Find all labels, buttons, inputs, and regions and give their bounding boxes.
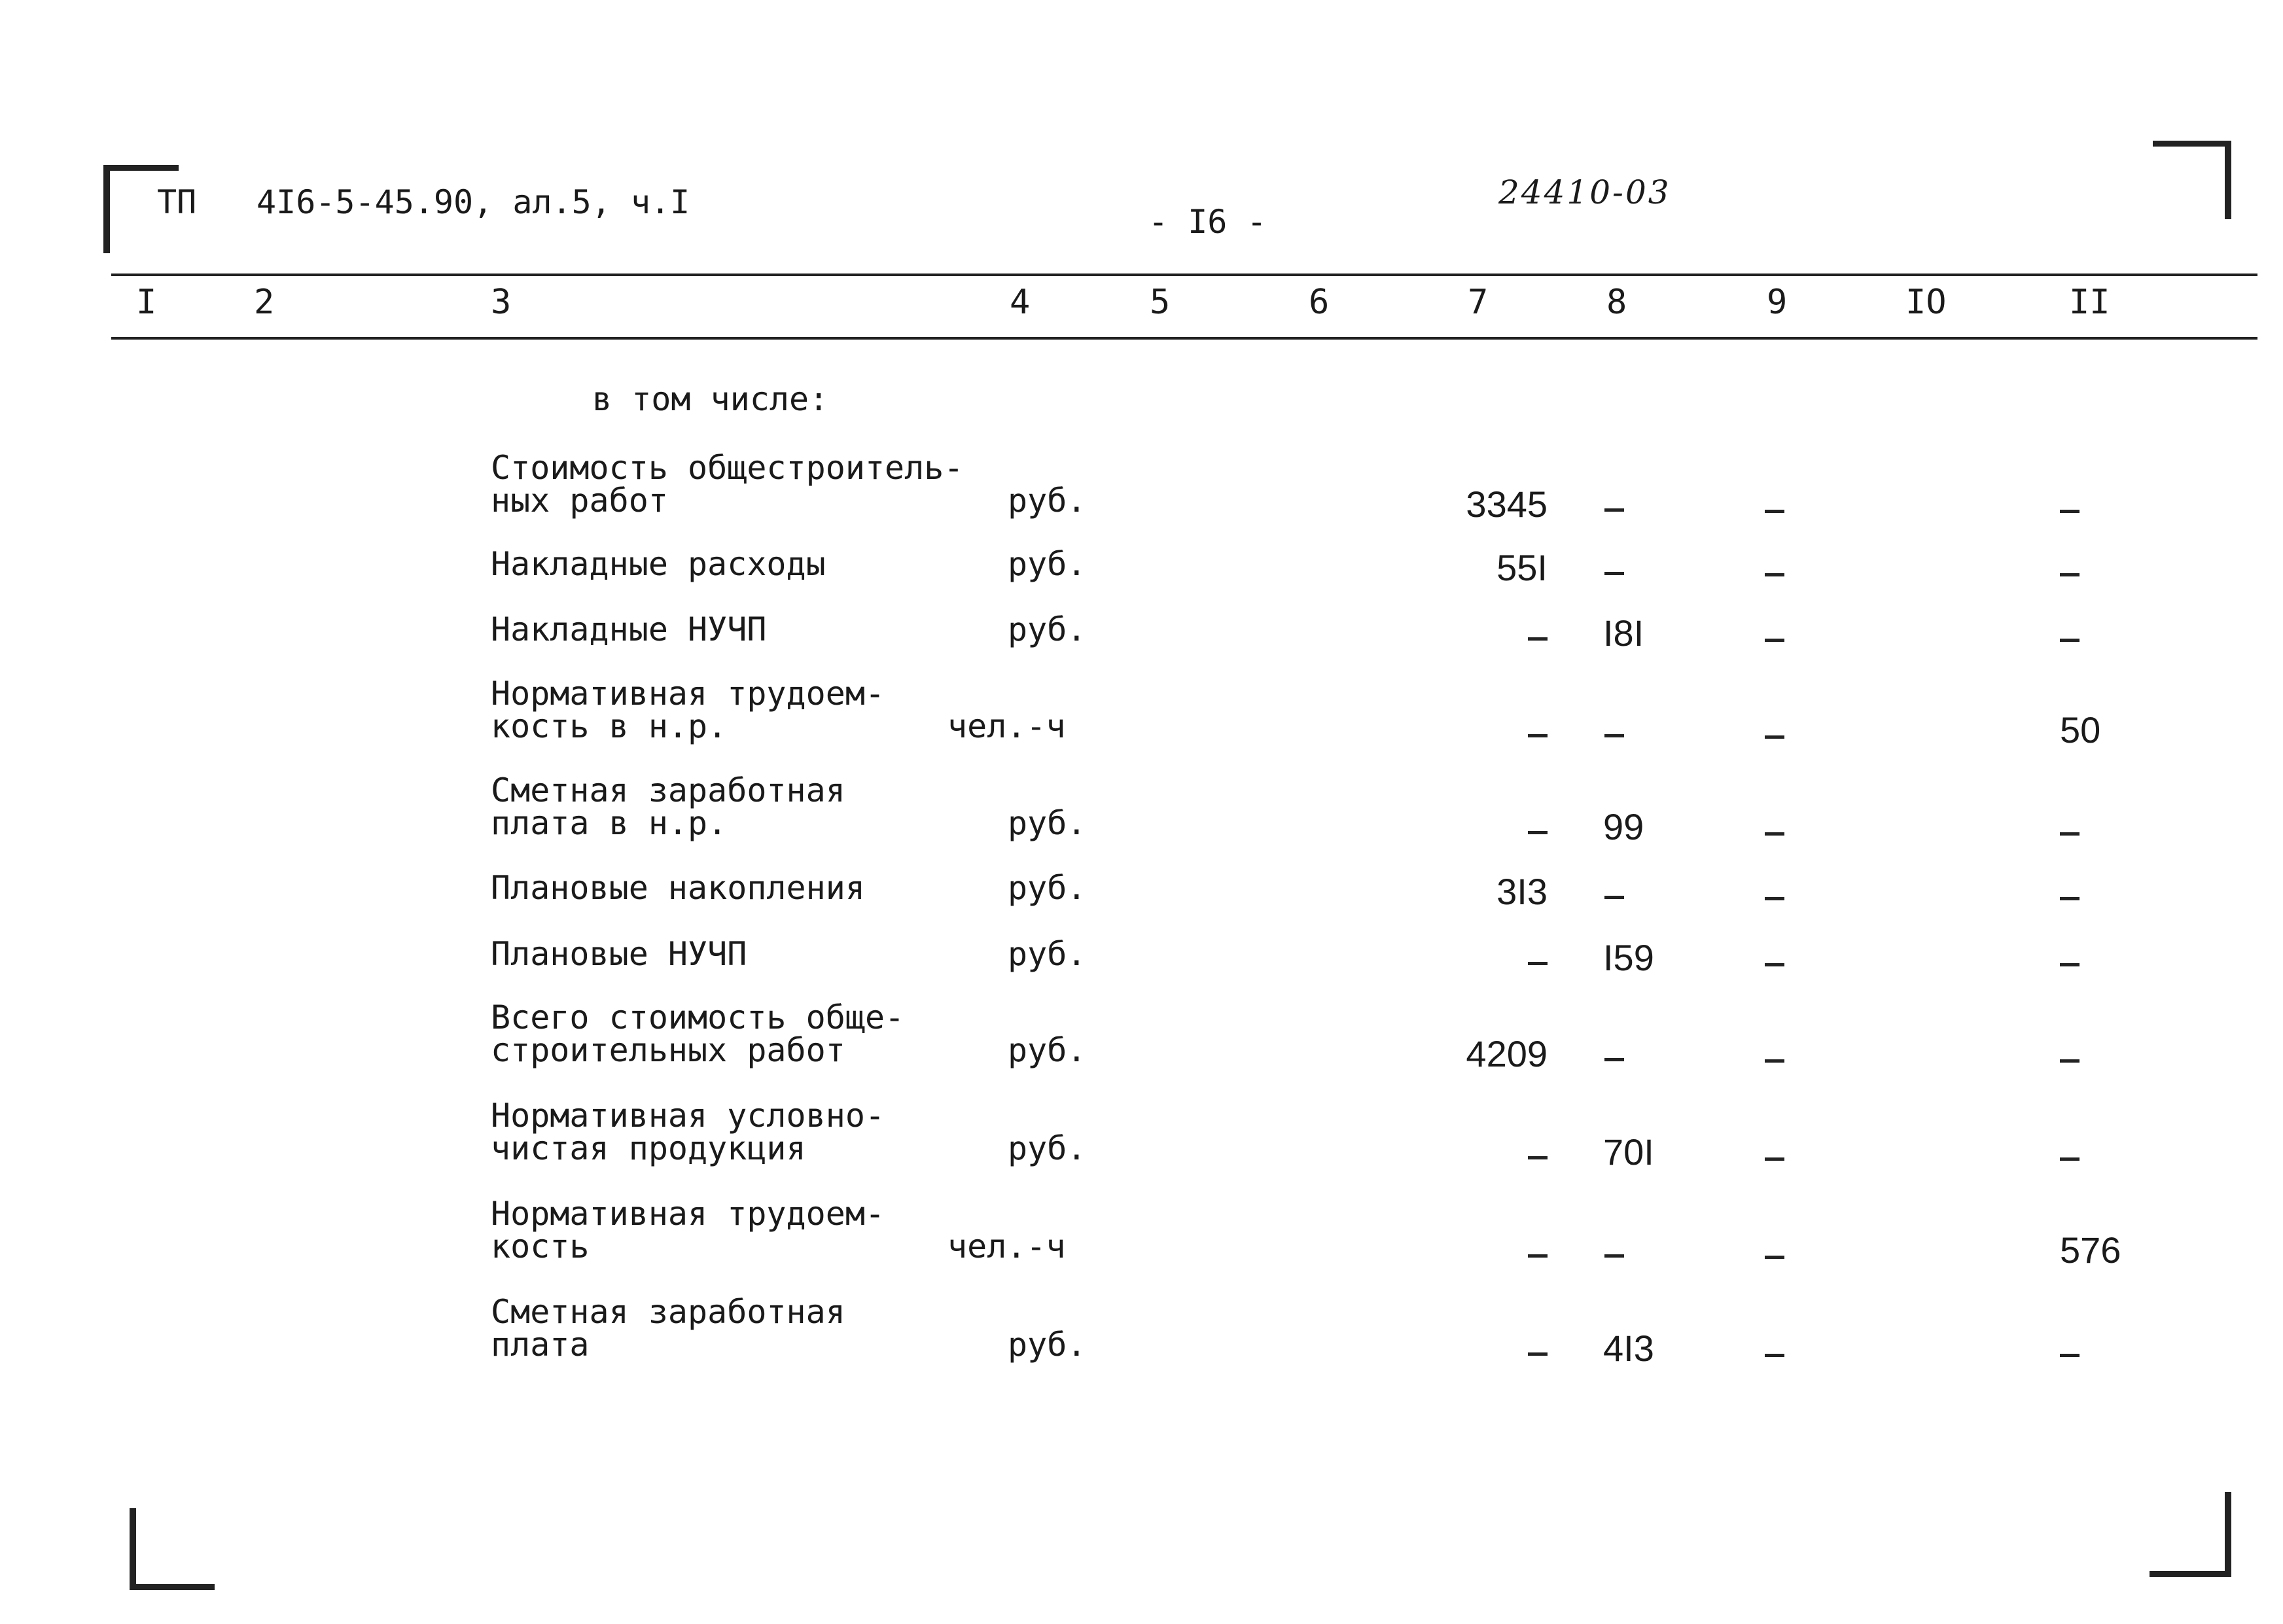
row-label-line: Нормативная трудоем- <box>491 675 885 713</box>
cell-dash-c11 <box>2060 1157 2079 1161</box>
column-number-7: 7 <box>1468 283 1489 322</box>
cell-dash-c9 <box>1765 1157 1784 1161</box>
cell-dash-c11 <box>2060 639 2079 642</box>
cell-value-c8: I59 <box>1603 937 1654 978</box>
cell-dash-c9 <box>1765 1256 1784 1259</box>
row-label-line: Всего стоимость обще- <box>491 998 905 1036</box>
cell-dash-c11 <box>2060 1354 2079 1357</box>
cell-value-c8: 70I <box>1603 1131 1654 1173</box>
row-unit: руб. <box>1008 545 1087 583</box>
cell-dash-c9 <box>1765 832 1784 836</box>
column-number-9: 9 <box>1767 283 1788 322</box>
row-label-line: Стоимость общестроитель- <box>491 449 964 487</box>
cell-dash-c11 <box>2060 510 2079 513</box>
row-label-line: Сметная заработная <box>491 771 845 809</box>
row-label-line: Нормативная трудоем- <box>491 1195 885 1233</box>
column-number-8: 8 <box>1606 283 1627 322</box>
corner-mark-bottom-left <box>130 1505 221 1590</box>
column-number-11: II <box>2069 283 2110 322</box>
cell-dash-c11 <box>2060 897 2079 900</box>
cell-dash-c9 <box>1765 897 1784 900</box>
column-number-5: 5 <box>1150 283 1171 322</box>
cell-dash-c8 <box>1604 1254 1624 1258</box>
row-label-line: ных работ <box>491 482 668 520</box>
row-unit: руб. <box>1008 610 1087 648</box>
row-unit: руб. <box>1008 1326 1087 1364</box>
row-label-line: плата в н.р. <box>491 804 728 842</box>
row-unit: руб. <box>1008 482 1087 520</box>
cell-dash-c11 <box>2060 832 2079 836</box>
row-label-line: кость <box>491 1227 590 1265</box>
row-label-line: Накладные расходы <box>491 545 826 583</box>
cell-value-c8: I8I <box>1603 612 1644 654</box>
row-label-line: Сметная заработная <box>491 1293 845 1331</box>
cell-dash-c7 <box>1528 637 1548 641</box>
cell-dash-c9 <box>1765 510 1784 513</box>
intro-label: в том числе: <box>592 380 829 418</box>
corner-mark-bottom-right <box>2146 1489 2231 1577</box>
cell-dash-c9 <box>1765 735 1784 739</box>
handwritten-code: 24410-03 <box>1498 173 1671 211</box>
cell-value-c8: 99 <box>1603 806 1644 847</box>
column-number-2: 2 <box>254 283 275 322</box>
cell-dash-c8 <box>1604 1058 1624 1061</box>
cell-dash-c7 <box>1528 962 1548 965</box>
cell-dash-c7 <box>1528 1254 1548 1258</box>
row-unit: руб. <box>1008 804 1087 842</box>
cell-value-c8: 4I3 <box>1603 1328 1654 1369</box>
row-label-line: Нормативная условно- <box>491 1097 885 1135</box>
doc-reference: 4I6-5-45.90, ал.5, ч.I <box>257 183 690 221</box>
cell-dash-c7 <box>1528 831 1548 834</box>
doc-code: ТП <box>157 183 197 221</box>
column-number-3: 3 <box>491 283 512 322</box>
row-label-line: Плановые НУЧП <box>491 935 747 973</box>
cell-dash-c7 <box>1528 734 1548 737</box>
cell-dash-c8 <box>1604 896 1624 899</box>
cell-value-c11: 50 <box>2060 709 2101 750</box>
cell-value-c7: 3I3 <box>1496 871 1548 912</box>
cell-value-c11: 576 <box>2060 1229 2121 1271</box>
cell-value-c7: 55I <box>1496 547 1548 588</box>
row-unit: руб. <box>1008 1031 1087 1069</box>
cell-dash-c8 <box>1604 572 1624 575</box>
column-number-10: IO <box>1905 283 1947 322</box>
row-label-line: Плановые накопления <box>491 869 865 907</box>
row-label-line: строительных работ <box>491 1031 845 1069</box>
page-number: - I6 - <box>1148 203 1267 241</box>
row-unit: чел.-ч <box>947 707 1066 745</box>
cell-dash-c9 <box>1765 963 1784 966</box>
column-number-1: I <box>136 283 157 322</box>
row-label-line: чистая продукция <box>491 1129 806 1167</box>
cell-dash-c11 <box>2060 573 2079 576</box>
cell-dash-c9 <box>1765 1059 1784 1063</box>
row-unit: чел.-ч <box>947 1227 1066 1265</box>
column-number-4: 4 <box>1010 283 1031 322</box>
cell-dash-c7 <box>1528 1352 1548 1356</box>
row-unit: руб. <box>1008 935 1087 973</box>
column-number-6: 6 <box>1309 283 1330 322</box>
cell-dash-c9 <box>1765 1354 1784 1357</box>
row-label-line: Накладные НУЧП <box>491 610 767 648</box>
row-unit: руб. <box>1008 869 1087 907</box>
row-label-line: кость в н.р. <box>491 707 728 745</box>
cell-value-c7: 4209 <box>1466 1033 1548 1074</box>
header-top-rule <box>111 274 2257 276</box>
cell-dash-c9 <box>1765 639 1784 642</box>
cell-dash-c11 <box>2060 963 2079 966</box>
corner-mark-top-right <box>2146 141 2231 222</box>
row-label-line: плата <box>491 1326 590 1364</box>
cell-dash-c8 <box>1604 734 1624 737</box>
cell-dash-c11 <box>2060 1059 2079 1063</box>
cell-dash-c8 <box>1604 508 1624 512</box>
cell-dash-c7 <box>1528 1156 1548 1159</box>
cell-dash-c9 <box>1765 573 1784 576</box>
row-unit: руб. <box>1008 1129 1087 1167</box>
header-bottom-rule <box>111 337 2257 340</box>
cell-value-c7: 3345 <box>1466 484 1548 525</box>
